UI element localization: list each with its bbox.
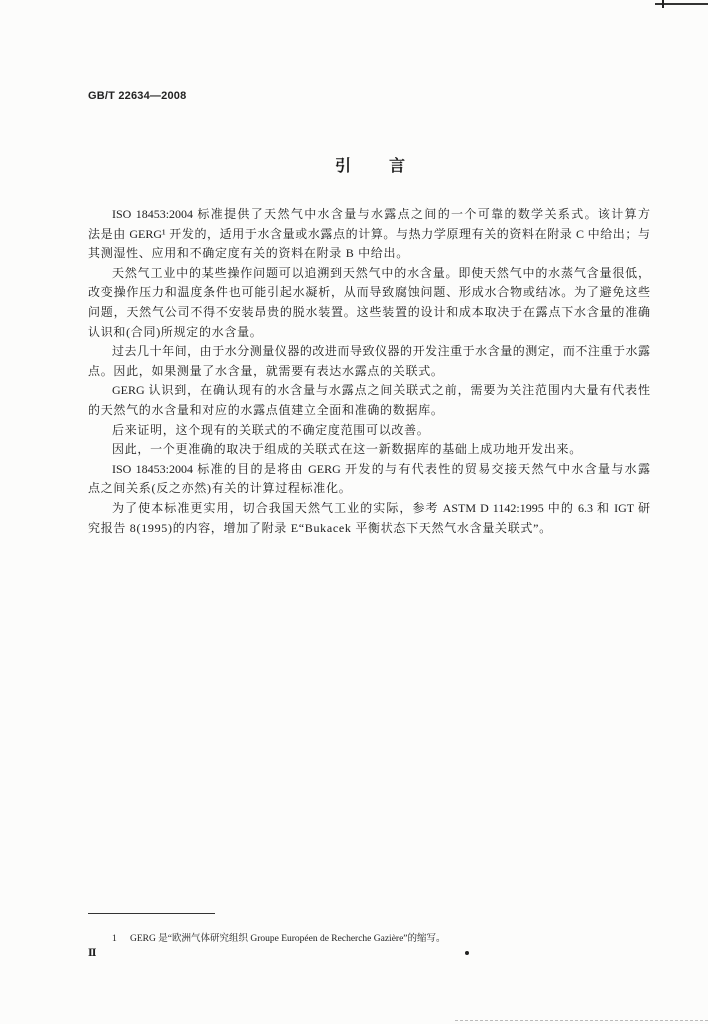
text-line: 为了使本标准更实用，切合我国天然气工业的实际，参考 ASTM D 1142:1995 中的 6.3 和 IGT 研 [112, 500, 650, 515]
text-line: 点之间关系(反之亦然)有关的计算过程标准化。 [88, 481, 352, 496]
introduction-body [88, 205, 650, 538]
text-line: ISO 18453:2004 标准提供了天然气中水含量与水露点之间的一个可靠的数学关系式。该计算方 [112, 207, 650, 221]
footnote-text: GERG 是“欧洲气体研究组织 Groupe Européen de Recherche Gazière”的缩写。 [130, 934, 446, 944]
footnote-divider [88, 913, 215, 914]
text-line: 认识和(合同)所规定的水含量。 [88, 324, 263, 339]
text-line: 其测湿性、应用和不确定度有关的资料在附录 B 中给出。 [88, 246, 409, 261]
text-line: 过去几十年间，由于水分测量仪器的改进而导致仪器的开发注重于水含量的测定，而不注重于水露 [112, 344, 650, 359]
text-line: 点。因此，如果测量了水含量，就需要有表达水露点的关联式。 [88, 363, 444, 378]
text-line: 的天然气的水含量和对应的水露点值建立全面和准确的数据库。 [88, 402, 444, 417]
scan-artifact-bottom [455, 1020, 708, 1021]
text-line: 问题，天然气公司不得不安装昂贵的脱水装置。这些装置的设计和成本取决于在露点下水含量的准确 [88, 304, 650, 319]
scan-artifact-tick [662, 0, 664, 8]
text-line: ISO 18453:2004 标准的目的是将由 GERG 开发的与有代表性的贸易交接天然气中水含量与水露 [112, 461, 650, 476]
text-line: 究报告 8(1995)的内容，增加了附录 E“Bukacek 平衡状态下天然气水含量关联式”。 [88, 520, 552, 535]
section-title: 引 言 [335, 158, 417, 175]
text-line: 因此，一个更准确的取决于组成的关联式在这一新数据库的基础上成功地开发出来。 [112, 442, 582, 457]
scan-artifact-dot [465, 951, 469, 955]
footnote-marker: 1 [112, 934, 117, 944]
text-line: 天然气工业中的某些操作问题可以追溯到天然气中的水含量。即使天然气中的水蒸气含量很低， [112, 265, 650, 280]
text-line: 改变操作压力和温度条件也可能引起水凝析，从而导致腐蚀问题、形成水合物或结冰。为了避免这些 [88, 285, 650, 300]
text-line: 法是由 GERG¹ 开发的，适用于水含量或水露点的计算。与热力学原理有关的资料在附录 C 中给出；与 [88, 226, 650, 241]
page-number: Ⅱ [88, 948, 97, 959]
text-line: 后来证明，这个现有的关联式的不确定度范围可以改善。 [112, 422, 430, 437]
footnote [112, 930, 446, 944]
standard-code: GB/T 22634—2008 [88, 90, 187, 102]
text-line: GERG 认识到，在确认现有的水含量与水露点之间关联式之前，需要为关注范围内大量有代表性 [112, 383, 650, 398]
